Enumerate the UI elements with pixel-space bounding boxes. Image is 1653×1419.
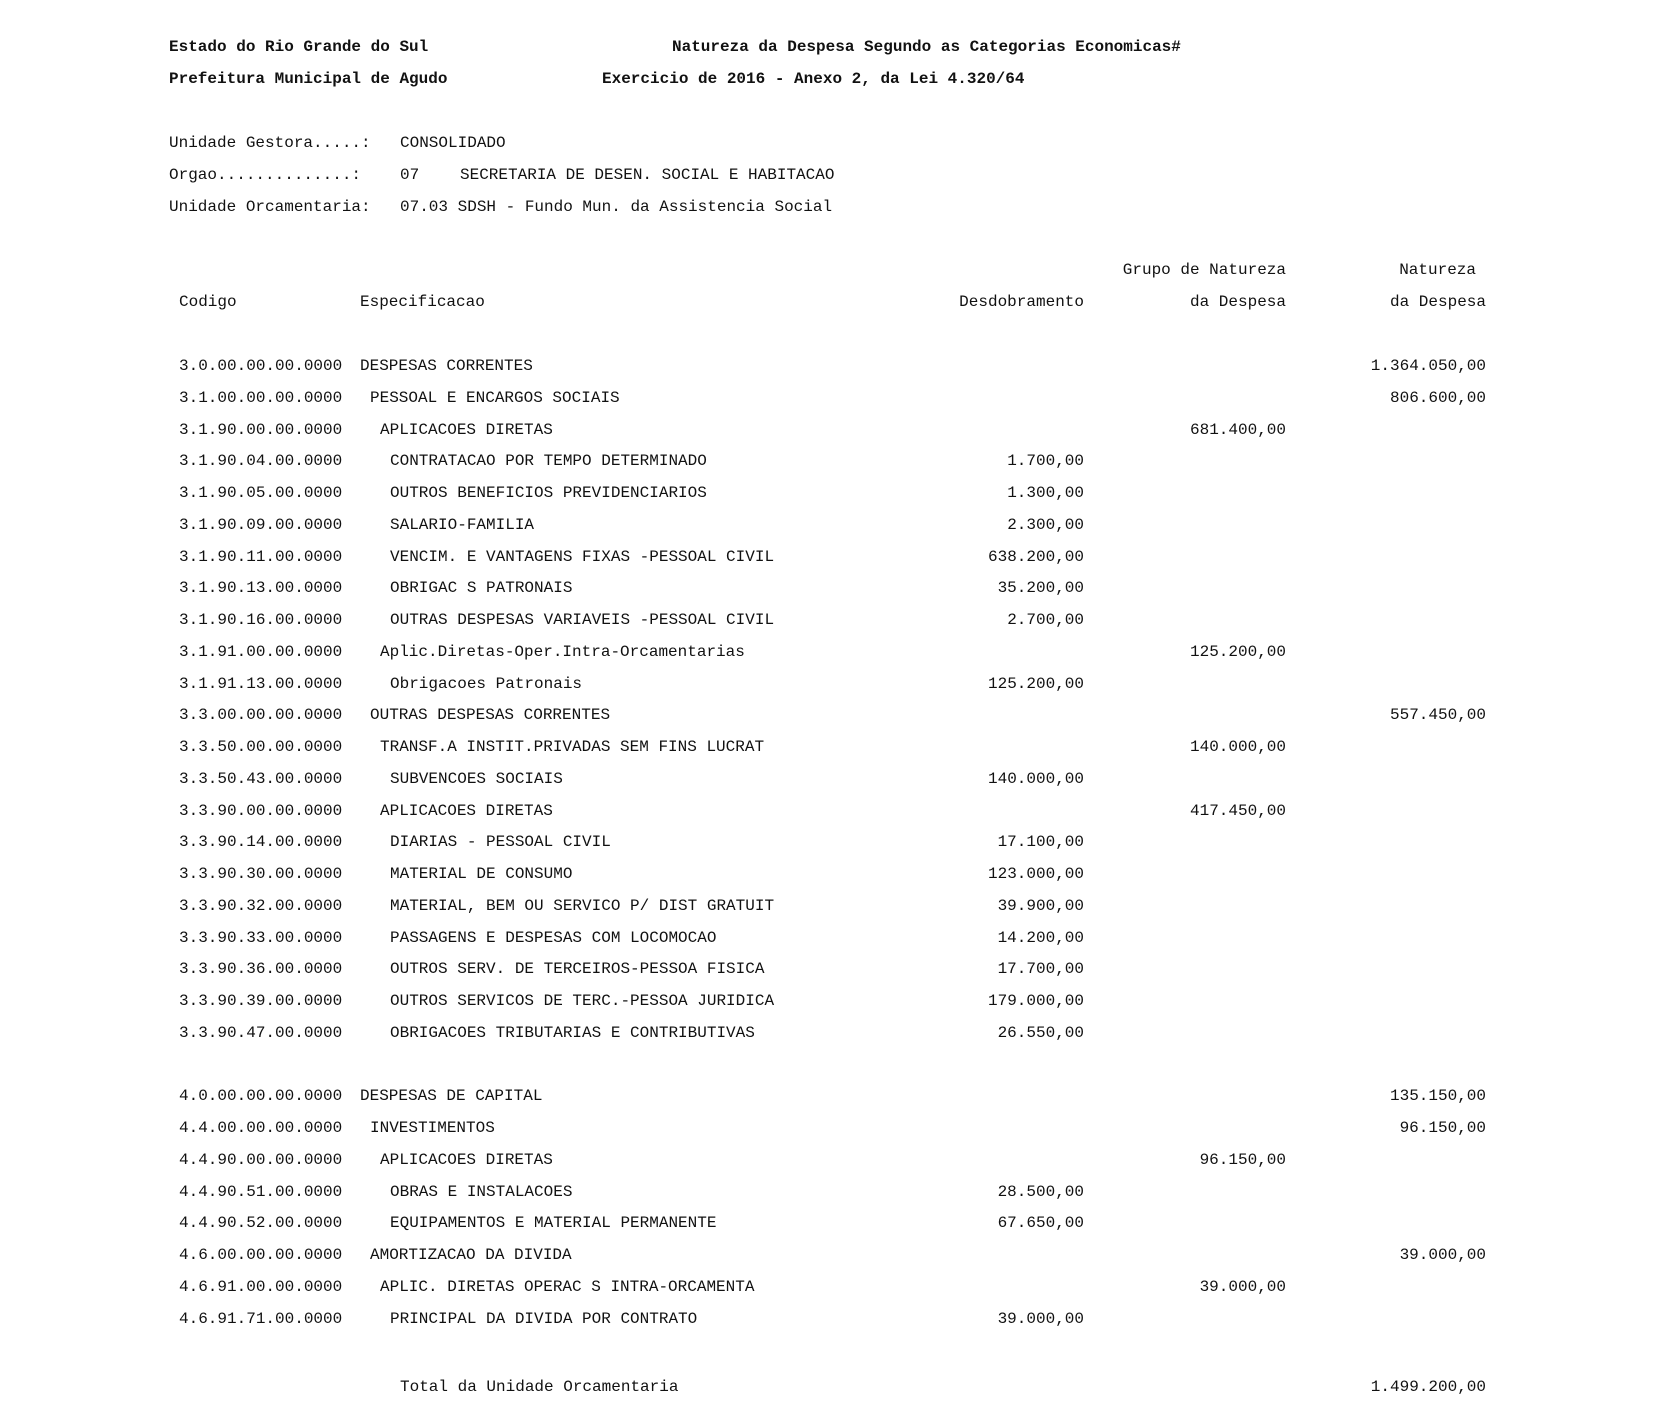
row-specification: AMORTIZACAO DA DIVIDA [370, 1246, 572, 1264]
row-code: 3.3.90.39.00.0000 [179, 992, 343, 1010]
row-code: 3.3.90.14.00.0000 [179, 833, 343, 851]
row-code: 4.6.91.71.00.0000 [179, 1310, 343, 1328]
column-header-desdobramento: Desdobramento [959, 293, 1084, 311]
row-specification: DIARIAS - PESSOAL CIVIL [390, 833, 611, 851]
row-code: 4.4.90.00.00.0000 [179, 1151, 343, 1169]
column-header-grupo-line1: Grupo de Natureza [1122, 261, 1286, 279]
row-code: 4.4.90.51.00.0000 [179, 1183, 343, 1201]
row-grupo-value: 140.000,00 [1189, 738, 1286, 756]
row-grupo-value: 681.400,00 [1189, 421, 1286, 439]
row-specification: OBRIGACOES TRIBUTARIAS E CONTRIBUTIVAS [390, 1024, 755, 1042]
row-desdobramento: 1.300,00 [1007, 484, 1084, 502]
row-specification: SUBVENCOES SOCIAIS [390, 770, 563, 788]
row-code: 3.3.00.00.00.0000 [179, 706, 343, 724]
row-code: 3.3.90.00.00.0000 [179, 802, 343, 820]
gestora-value: CONSOLIDADO [400, 134, 506, 152]
row-natureza-value: 39.000,00 [1399, 1246, 1486, 1264]
row-code: 3.1.90.09.00.0000 [179, 516, 343, 534]
row-natureza-value: 557.450,00 [1389, 706, 1486, 724]
orcamentaria-label: Unidade Orcamentaria: [169, 198, 371, 216]
column-header-natureza-line1: Natureza [1399, 261, 1476, 279]
row-specification: APLIC. DIRETAS OPERAC S INTRA-ORCAMENTA [380, 1278, 755, 1296]
row-desdobramento: 17.700,00 [997, 960, 1084, 978]
row-code: 3.1.90.04.00.0000 [179, 452, 343, 470]
total-value: 1.499.200,00 [1370, 1378, 1486, 1396]
row-code: 3.3.50.00.00.0000 [179, 738, 343, 756]
row-code: 4.4.00.00.00.0000 [179, 1119, 343, 1137]
row-specification: SALARIO-FAMILIA [390, 516, 535, 534]
orgao-label: Orgao..............: [169, 166, 362, 184]
row-natureza-value: 135.150,00 [1389, 1087, 1486, 1105]
row-natureza-value: 1.364.050,00 [1370, 357, 1486, 375]
row-code: 3.1.91.00.00.0000 [179, 643, 343, 661]
row-grupo-value: 39.000,00 [1199, 1278, 1286, 1296]
row-desdobramento: 35.200,00 [997, 579, 1084, 597]
row-specification: OUTRAS DESPESAS VARIAVEIS -PESSOAL CIVIL [390, 611, 775, 629]
row-code: 3.3.90.36.00.0000 [179, 960, 343, 978]
row-specification: PESSOAL E ENCARGOS SOCIAIS [370, 389, 620, 407]
row-specification: OUTRAS DESPESAS CORRENTES [370, 706, 611, 724]
row-code: 3.1.90.05.00.0000 [179, 484, 343, 502]
row-specification: OUTROS BENEFICIOS PREVIDENCIARIOS [390, 484, 707, 502]
total-label: Total da Unidade Orcamentaria [400, 1378, 679, 1396]
row-desdobramento: 125.200,00 [987, 675, 1084, 693]
row-grupo-value: 417.450,00 [1189, 802, 1286, 820]
row-code: 4.6.00.00.00.0000 [179, 1246, 343, 1264]
row-specification: DESPESAS CORRENTES [360, 357, 533, 375]
row-desdobramento: 39.900,00 [997, 897, 1084, 915]
row-specification: TRANSF.A INSTIT.PRIVADAS SEM FINS LUCRAT [380, 738, 765, 756]
row-code: 3.1.90.13.00.0000 [179, 579, 343, 597]
column-header-grupo-line2: da Despesa [1189, 293, 1286, 311]
row-code: 3.3.90.33.00.0000 [179, 929, 343, 947]
row-specification: MATERIAL DE CONSUMO [390, 865, 573, 883]
row-natureza-value: 96.150,00 [1399, 1119, 1486, 1137]
row-desdobramento: 26.550,00 [997, 1024, 1084, 1042]
row-desdobramento: 14.200,00 [997, 929, 1084, 947]
row-code: 3.0.00.00.00.0000 [179, 357, 343, 375]
row-specification: PASSAGENS E DESPESAS COM LOCOMOCAO [390, 929, 717, 947]
row-specification: INVESTIMENTOS [370, 1119, 495, 1137]
exercise-subtitle: Exercicio de 2016 - Anexo 2, da Lei 4.320/64 [602, 70, 1025, 88]
row-specification: OBRIGAC S PATRONAIS [390, 579, 573, 597]
row-specification: VENCIM. E VANTAGENS FIXAS -PESSOAL CIVIL [390, 548, 775, 566]
row-code: 3.3.90.32.00.0000 [179, 897, 343, 915]
row-desdobramento: 638.200,00 [987, 548, 1084, 566]
row-specification: APLICACOES DIRETAS [380, 802, 553, 820]
column-header-natureza-line2: da Despesa [1389, 293, 1486, 311]
row-code: 4.6.91.00.00.0000 [179, 1278, 343, 1296]
row-specification: DESPESAS DE CAPITAL [360, 1087, 543, 1105]
row-desdobramento: 2.700,00 [1007, 611, 1084, 629]
row-specification: OUTROS SERVICOS DE TERC.-PESSOA JURIDICA [390, 992, 775, 1010]
row-specification: APLICACOES DIRETAS [380, 421, 553, 439]
orcamentaria-value: 07.03 SDSH - Fundo Mun. da Assistencia Social [400, 198, 833, 216]
row-code: 3.1.91.13.00.0000 [179, 675, 343, 693]
orgao-code: 07 [400, 166, 420, 184]
row-desdobramento: 2.300,00 [1007, 516, 1084, 534]
row-desdobramento: 28.500,00 [997, 1183, 1084, 1201]
gestora-label: Unidade Gestora.....: [169, 134, 371, 152]
column-header-codigo: Codigo [179, 293, 237, 311]
column-header-especificacao: Especificacao [360, 293, 485, 311]
row-specification: Obrigacoes Patronais [390, 675, 583, 693]
municipality-name: Prefeitura Municipal de Agudo [169, 70, 448, 88]
report-title: Natureza da Despesa Segundo as Categorias Economicas# [672, 38, 1181, 56]
row-code: 3.1.90.00.00.0000 [179, 421, 343, 439]
row-specification: CONTRATACAO POR TEMPO DETERMINADO [390, 452, 707, 470]
row-specification: Aplic.Diretas-Oper.Intra-Orcamentarias [380, 643, 745, 661]
row-desdobramento: 39.000,00 [997, 1310, 1084, 1328]
row-grupo-value: 96.150,00 [1199, 1151, 1286, 1169]
row-desdobramento: 123.000,00 [987, 865, 1084, 883]
row-code: 3.1.90.16.00.0000 [179, 611, 343, 629]
row-natureza-value: 806.600,00 [1389, 389, 1486, 407]
row-code: 3.1.90.11.00.0000 [179, 548, 343, 566]
row-code: 3.3.90.30.00.0000 [179, 865, 343, 883]
row-code: 3.3.50.43.00.0000 [179, 770, 343, 788]
row-grupo-value: 125.200,00 [1189, 643, 1286, 661]
row-specification: EQUIPAMENTOS E MATERIAL PERMANENTE [390, 1214, 717, 1232]
row-desdobramento: 1.700,00 [1007, 452, 1084, 470]
row-specification: OUTROS SERV. DE TERCEIROS-PESSOA FISICA [390, 960, 765, 978]
row-desdobramento: 17.100,00 [997, 833, 1084, 851]
orgao-value: SECRETARIA DE DESEN. SOCIAL E HABITACAO [460, 166, 835, 184]
row-specification: APLICACOES DIRETAS [380, 1151, 553, 1169]
row-specification: MATERIAL, BEM OU SERVICO P/ DIST GRATUIT [390, 897, 775, 915]
row-desdobramento: 67.650,00 [997, 1214, 1084, 1232]
state-name: Estado do Rio Grande do Sul [169, 38, 429, 56]
row-code: 3.1.00.00.00.0000 [179, 389, 343, 407]
row-specification: PRINCIPAL DA DIVIDA POR CONTRATO [390, 1310, 698, 1328]
row-code: 4.4.90.52.00.0000 [179, 1214, 343, 1232]
row-desdobramento: 179.000,00 [987, 992, 1084, 1010]
row-code: 3.3.90.47.00.0000 [179, 1024, 343, 1042]
row-specification: OBRAS E INSTALACOES [390, 1183, 573, 1201]
row-code: 4.0.00.00.00.0000 [179, 1087, 343, 1105]
row-desdobramento: 140.000,00 [987, 770, 1084, 788]
